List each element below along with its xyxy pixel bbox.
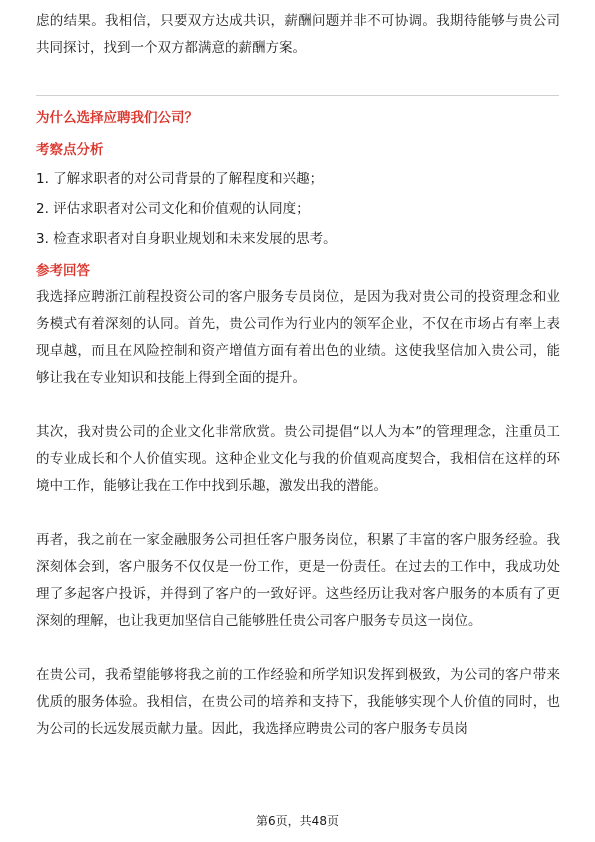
section-divider: [36, 95, 559, 96]
answer-paragraph: 其次，我对贵公司的企业文化非常欣赏。贵公司提倡“以人为本”的管理理念，注重员工的专业成长和个人价值实现。这种企业文化与我的价值观高度契合，我相信在这样的环境中工作，能够让我在工作中找到乐趣，激发出我的潜能。: [36, 424, 560, 494]
analysis-points: [36, 164, 560, 254]
analysis-heading: 考察点分析: [36, 142, 104, 158]
question-heading: 为什么选择应聘我们公司？: [36, 110, 198, 126]
answer-heading: 参考回答: [36, 263, 90, 279]
analysis-point: 1. 了解求职者的对公司背景的了解程度和兴趣；: [36, 171, 324, 187]
answer-body: [36, 284, 560, 770]
answer-paragraph: 在贵公司，我希望能够将我之前的工作经验和所学知识发挥到极致，为公司的客户带来优质的服务体验。我相信，在贵公司的培养和支持下，我能够实现个人价值的同时，也为公司的长远发展贡献力量。因此，我选择应聘贵公司的客户服务专员岗: [36, 667, 560, 737]
answer-paragraph: 再者，我之前在一家金融服务公司担任客户服务岗位，积累了丰富的客户服务经验。我深刻体会到，客户服务不仅仅是一份工作，更是一份责任。在过去的工作中，我成功处理了多起客户投诉，并得到了客户的一致好评。这些经历让我对客户服务的本质有了更深刻的理解，也让我更加坚信自己能够胜任贵公司客户服务专员这一岗位。: [36, 532, 560, 629]
intro-paragraph: 虑的结果。我相信，只要双方达成共识，薪酬问题并非不可协调。我期待能够与贵公司共同探讨，找到一个双方都满意的薪酬方案。: [36, 13, 560, 56]
answer-paragraph: 我选择应聘浙江前程投资公司的客户服务专员岗位，是因为我对贵公司的投资理念和业务模式有着深刻的认同。首先，贵公司作为行业内的领军企业，不仅在市场占有率上表现卓越，而且在风险控制和资产增值方面有着出色的业绩。这使我坚信加入贵公司，能够让我在专业知识和技能上得到全面的提升。: [36, 289, 560, 386]
analysis-point: 2. 评估求职者对公司文化和价值观的认同度；: [36, 201, 310, 217]
page-number: 第6页，共48页: [256, 814, 339, 828]
analysis-point: 3. 检查求职者对自身职业规划和未来发展的思考。: [36, 231, 337, 247]
